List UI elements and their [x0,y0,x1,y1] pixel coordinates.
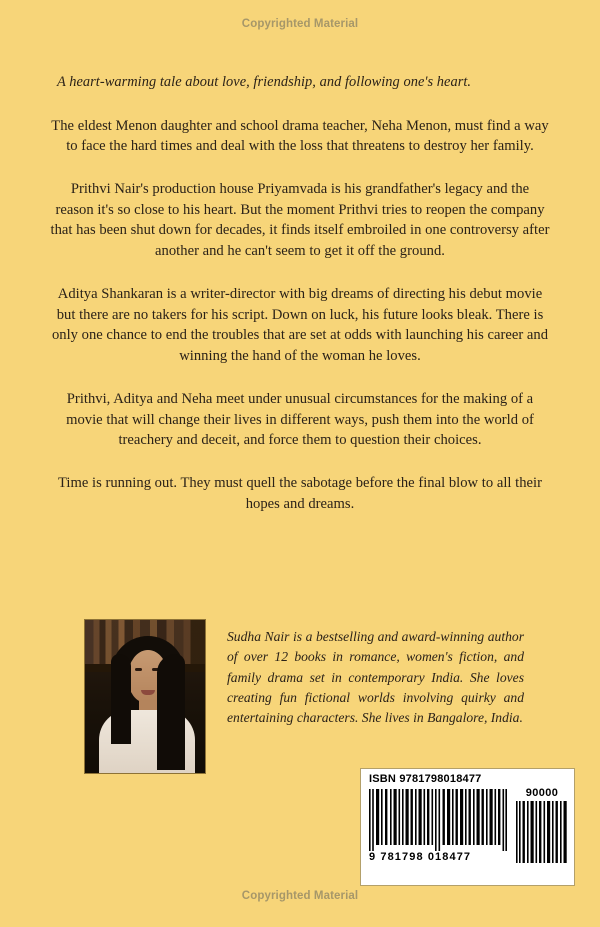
blurb-paragraph-3: Aditya Shankaran is a writer-director with big dreams of directing his debut movie but there are no takers for his script. Down on luck, his future looks bleak. There is only one chance to end the troubles that are set at odds with launching his career and winning the hand of the woman he loves. [51,285,549,365]
tagline: A heart-warming tale about love, friendship, and following one's heart. [57,74,472,90]
addon-value: 90000 [525,787,559,799]
blurb-paragraph-1: The eldest Menon daughter and school drama teacher, Neha Menon, must find a way to face the hard times and deal with the loss that threatens to destroy her family. [51,117,549,155]
author-bio: Sudha Nair is a bestselling and award-winning author of over 12 books in romance, women's fiction, and family drama set in contemporary India. She loves creating fun fictional worlds involving quirky and entertaining characters. She lives in Bangalore, India. [227,629,524,725]
addon-bars [516,801,568,863]
blurb-section [50,72,550,514]
author-photo [84,619,206,774]
addon-barcode [516,787,568,863]
blurb-paragraph-4: Prithvi, Aditya and Neha meet under unusual circumstances for the making of a movie that will change their lives in different ways, push them into the world of treachery and deceit, and force them to question their choices. [66,390,534,449]
blurb-paragraph-2: Prithvi Nair's production house Priyamvada is his grandfather's legacy and the reason it's so close to his heart. But the moment Prithvi tries to reopen the company that has been shut down for decades, it finds itself embroiled in one controversy after another and he can't seem to get it off the ground. [50,181,550,260]
copyright-watermark-bottom: Copyrighted Material [241,890,359,902]
photo-hair-front-left [111,654,131,744]
photo-eye-left [135,668,142,671]
photo-hair-front-right [157,654,185,770]
ean13-barcode [369,789,507,863]
barcode-rows [369,787,568,863]
blurb-paragraph-5: Time is running out. They must quell the sabotage before the final blow to all their hopes and dreams. [58,474,542,512]
barcode-block [360,768,575,886]
author-section [84,619,524,774]
copyright-watermark-top: Copyrighted Material [241,18,359,30]
ean13-bars [369,789,507,851]
ean13-digits: 9 781798 018477 [369,851,472,863]
isbn-label: ISBN 9781798018477 [369,773,482,785]
